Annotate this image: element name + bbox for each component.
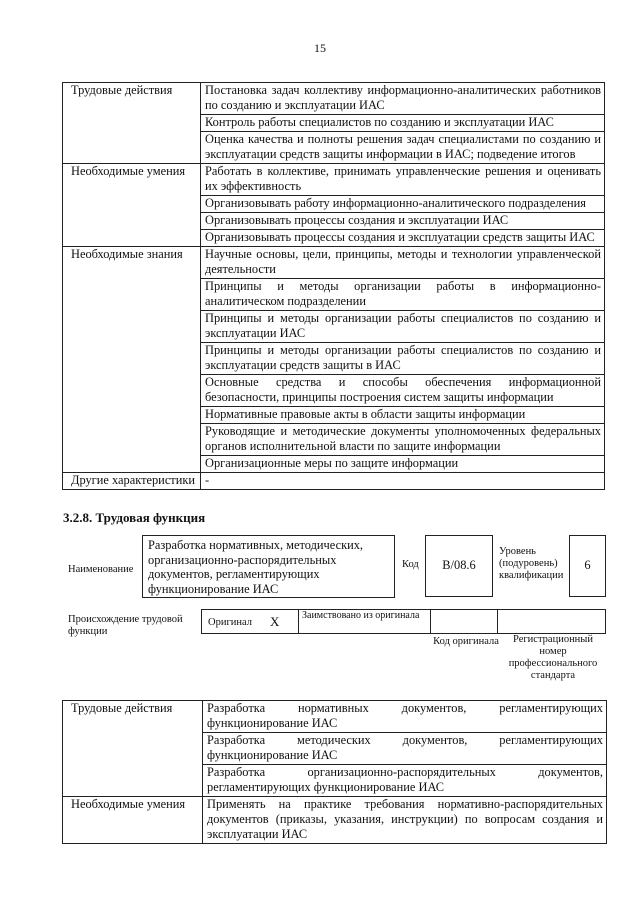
- code-value: B/08.6: [442, 558, 476, 572]
- row-label: Необходимые умения: [63, 797, 203, 844]
- level-box: [569, 535, 606, 597]
- section-heading: 3.2.8. Трудовая функция: [63, 510, 206, 525]
- origin-row: [201, 609, 606, 634]
- row-item: Работать в коллективе, принимать управленческие решения и оценивать их эффективность: [201, 164, 605, 196]
- page-number: 15: [314, 41, 326, 55]
- function-name-value: Разработка нормативных, методических, организационно-распорядительных документов, регламентирующих функционирование ИАС: [148, 538, 364, 596]
- row-item: Разработка нормативных документов, регламентирующих функционирование ИАС: [203, 701, 607, 733]
- row-label: Другие характеристики: [63, 473, 201, 490]
- row-item: Контроль работы специалистов по созданию и эксплуатации ИАС: [201, 115, 605, 132]
- row-item: Принципы и методы организации работы в информационно-аналитическом подразделении: [201, 279, 605, 311]
- code-original-label: Код оригинала: [433, 636, 499, 647]
- borrowed-label: Заимствовано из оригинала: [302, 610, 420, 621]
- row-item: -: [201, 473, 605, 490]
- row-item: Принципы и методы организации работы специалистов по созданию и эксплуатации средств защиты в ИАС: [201, 343, 605, 375]
- row-item: Постановка задач коллективу информационно-аналитических работников по созданию и эксплуатации ИАС: [201, 83, 605, 115]
- row-item: Основные средства и способы обеспечения информационной безопасности, принципы построения систем защиты информации: [201, 375, 605, 407]
- work-function-table-2: [62, 700, 607, 844]
- row-item: Руководящие и методические документы уполномоченных федеральных органов исполнительной власти по защите информации: [201, 424, 605, 456]
- reg-number-label: Регистрационный номер профессионального стандарта: [508, 634, 598, 681]
- table-row: [63, 247, 605, 279]
- code-original-cell: [430, 610, 498, 633]
- code-box: [425, 535, 493, 597]
- row-item: Научные основы, цели, принципы, методы и технологии управленческой деятельности: [201, 247, 605, 279]
- level-label: Уровень (подуровень) квалификации: [499, 546, 564, 581]
- row-label: Необходимые знания: [63, 247, 201, 473]
- original-mark: X: [270, 614, 280, 629]
- row-label: Трудовые действия: [63, 701, 203, 797]
- row-item: Организовывать процессы создания и эксплуатации средств защиты ИАС: [201, 230, 605, 247]
- level-value: 6: [584, 558, 591, 572]
- borrowed-cell: [298, 610, 431, 633]
- row-label: Необходимые умения: [63, 164, 201, 247]
- row-item: Организовывать работу информационно-аналитического подразделения: [201, 196, 605, 213]
- code-label: Код: [402, 559, 419, 570]
- table-row: [63, 164, 605, 196]
- row-item: Нормативные правовые акты в области защиты информации: [201, 407, 605, 424]
- name-label: Наименование: [68, 564, 134, 575]
- table-row: [63, 701, 607, 733]
- work-function-table-1: [62, 82, 605, 490]
- row-label: Трудовые действия: [63, 83, 201, 164]
- origin-label: Происхождение трудовой функции: [68, 614, 183, 637]
- row-item: Применять на практике требования нормативно-распорядительных документов (приказы, указания, инструкции) по вопросам создания и эксплуатации ИАС: [203, 797, 607, 844]
- row-item: Оценка качества и полноты решения задач специалистами по созданию и эксплуатации средств защиты информации в ИАС; подведение итогов: [201, 132, 605, 164]
- row-item: Организовывать процессы создания и эксплуатации ИАС: [201, 213, 605, 230]
- table-row: [63, 83, 605, 115]
- row-item: Организационные меры по защите информации: [201, 456, 605, 473]
- row-item: Принципы и методы организации работы специалистов по созданию и эксплуатации ИАС: [201, 311, 605, 343]
- table-row: [63, 797, 607, 844]
- row-item: Разработка методических документов, регламентирующих функционирование ИАС: [203, 733, 607, 765]
- function-name-box: [142, 535, 395, 598]
- table-row: [63, 473, 605, 490]
- original-cell: [202, 610, 299, 633]
- row-item: Разработка организационно-распорядительных документов, регламентирующих функционирование ИАС: [203, 765, 607, 797]
- original-label: Оригинал: [208, 617, 252, 628]
